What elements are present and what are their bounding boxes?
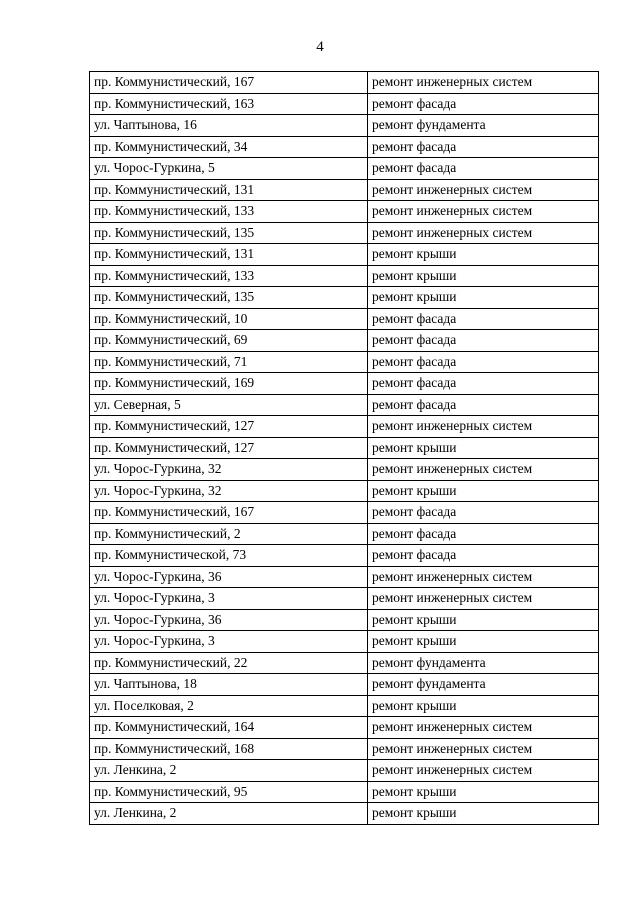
address-cell: ул. Чорос-Гуркина, 3: [90, 588, 368, 610]
work-type-cell: ремонт инженерных систем: [368, 179, 599, 201]
work-type-cell: ремонт фундамента: [368, 674, 599, 696]
work-type-cell: ремонт фундамента: [368, 115, 599, 137]
table-row: [90, 244, 599, 266]
table-row: [90, 502, 599, 524]
work-type-cell: ремонт крыши: [368, 803, 599, 825]
address-cell: ул. Чорос-Гуркина, 36: [90, 609, 368, 631]
table-row: [90, 416, 599, 438]
table-row: [90, 308, 599, 330]
table-row: [90, 459, 599, 481]
address-cell: ул. Чорос-Гуркина, 5: [90, 158, 368, 180]
table-row: [90, 545, 599, 567]
work-type-cell: ремонт инженерных систем: [368, 72, 599, 94]
work-type-cell: ремонт фасада: [368, 158, 599, 180]
table-row: [90, 222, 599, 244]
address-cell: пр. Коммунистический, 22: [90, 652, 368, 674]
table-row: [90, 179, 599, 201]
address-cell: ул. Ленкина, 2: [90, 803, 368, 825]
address-cell: пр. Коммунистический, 135: [90, 287, 368, 309]
address-cell: пр. Коммунистический, 168: [90, 738, 368, 760]
work-type-cell: ремонт крыши: [368, 265, 599, 287]
work-type-cell: ремонт крыши: [368, 480, 599, 502]
work-type-cell: ремонт фасада: [368, 394, 599, 416]
table-row: [90, 287, 599, 309]
table-row: [90, 760, 599, 782]
work-type-cell: ремонт фасада: [368, 308, 599, 330]
repair-table-body: [90, 72, 599, 825]
work-type-cell: ремонт фасада: [368, 545, 599, 567]
address-cell: пр. Коммунистический, 133: [90, 201, 368, 223]
table-row: [90, 738, 599, 760]
work-type-cell: ремонт фасада: [368, 136, 599, 158]
table-row: [90, 480, 599, 502]
address-cell: ул. Чорос-Гуркина, 32: [90, 459, 368, 481]
table-row: [90, 652, 599, 674]
work-type-cell: ремонт инженерных систем: [368, 416, 599, 438]
address-cell: пр. Коммунистический, 10: [90, 308, 368, 330]
table-row: [90, 781, 599, 803]
work-type-cell: ремонт инженерных систем: [368, 566, 599, 588]
address-cell: ул. Чаптынова, 16: [90, 115, 368, 137]
address-cell: ул. Ленкина, 2: [90, 760, 368, 782]
table-row: [90, 437, 599, 459]
table-row: [90, 523, 599, 545]
work-type-cell: ремонт крыши: [368, 609, 599, 631]
table-row: [90, 803, 599, 825]
work-type-cell: ремонт инженерных систем: [368, 760, 599, 782]
table-row: [90, 201, 599, 223]
table-row: [90, 330, 599, 352]
table-row: [90, 566, 599, 588]
table-row: [90, 695, 599, 717]
table-row: [90, 631, 599, 653]
work-type-cell: ремонт инженерных систем: [368, 738, 599, 760]
table-row: [90, 674, 599, 696]
table-row: [90, 93, 599, 115]
address-cell: пр. Коммунистический, 167: [90, 502, 368, 524]
work-type-cell: ремонт инженерных систем: [368, 201, 599, 223]
work-type-cell: ремонт фасада: [368, 351, 599, 373]
table-row: [90, 158, 599, 180]
address-cell: пр. Коммунистический, 169: [90, 373, 368, 395]
address-cell: пр. Коммунистический, 127: [90, 416, 368, 438]
repair-table-container: [89, 71, 598, 825]
address-cell: пр. Коммунистический, 131: [90, 179, 368, 201]
work-type-cell: ремонт крыши: [368, 695, 599, 717]
address-cell: ул. Чорос-Гуркина, 3: [90, 631, 368, 653]
table-row: [90, 72, 599, 94]
work-type-cell: ремонт инженерных систем: [368, 717, 599, 739]
work-type-cell: ремонт фасада: [368, 523, 599, 545]
address-cell: пр. Коммунистический, 131: [90, 244, 368, 266]
work-type-cell: ремонт инженерных систем: [368, 459, 599, 481]
table-row: [90, 136, 599, 158]
address-cell: пр. Коммунистический, 95: [90, 781, 368, 803]
address-cell: пр. Коммунистический, 69: [90, 330, 368, 352]
address-cell: пр. Коммунистической, 73: [90, 545, 368, 567]
table-row: [90, 351, 599, 373]
work-type-cell: ремонт крыши: [368, 437, 599, 459]
address-cell: пр. Коммунистический, 34: [90, 136, 368, 158]
work-type-cell: ремонт инженерных систем: [368, 588, 599, 610]
address-cell: пр. Коммунистический, 135: [90, 222, 368, 244]
table-row: [90, 609, 599, 631]
table-row: [90, 265, 599, 287]
table-row: [90, 588, 599, 610]
table-row: [90, 717, 599, 739]
table-row: [90, 115, 599, 137]
address-cell: ул. Чорос-Гуркина, 32: [90, 480, 368, 502]
work-type-cell: ремонт фасада: [368, 373, 599, 395]
work-type-cell: ремонт крыши: [368, 781, 599, 803]
address-cell: пр. Коммунистический, 163: [90, 93, 368, 115]
address-cell: ул. Чаптынова, 18: [90, 674, 368, 696]
work-type-cell: ремонт фасада: [368, 93, 599, 115]
address-cell: пр. Коммунистический, 127: [90, 437, 368, 459]
work-type-cell: ремонт крыши: [368, 631, 599, 653]
work-type-cell: ремонт крыши: [368, 287, 599, 309]
work-type-cell: ремонт инженерных систем: [368, 222, 599, 244]
work-type-cell: ремонт фасада: [368, 502, 599, 524]
table-row: [90, 373, 599, 395]
address-cell: пр. Коммунистический, 167: [90, 72, 368, 94]
address-cell: пр. Коммунистический, 2: [90, 523, 368, 545]
work-type-cell: ремонт фасада: [368, 330, 599, 352]
table-row: [90, 394, 599, 416]
page-number: 4: [316, 39, 324, 55]
address-cell: ул. Северная, 5: [90, 394, 368, 416]
address-cell: пр. Коммунистический, 71: [90, 351, 368, 373]
address-cell: пр. Коммунистический, 133: [90, 265, 368, 287]
address-cell: пр. Коммунистический, 164: [90, 717, 368, 739]
repair-table: [89, 71, 599, 825]
work-type-cell: ремонт крыши: [368, 244, 599, 266]
address-cell: ул. Чорос-Гуркина, 36: [90, 566, 368, 588]
address-cell: ул. Поселковая, 2: [90, 695, 368, 717]
work-type-cell: ремонт фундамента: [368, 652, 599, 674]
